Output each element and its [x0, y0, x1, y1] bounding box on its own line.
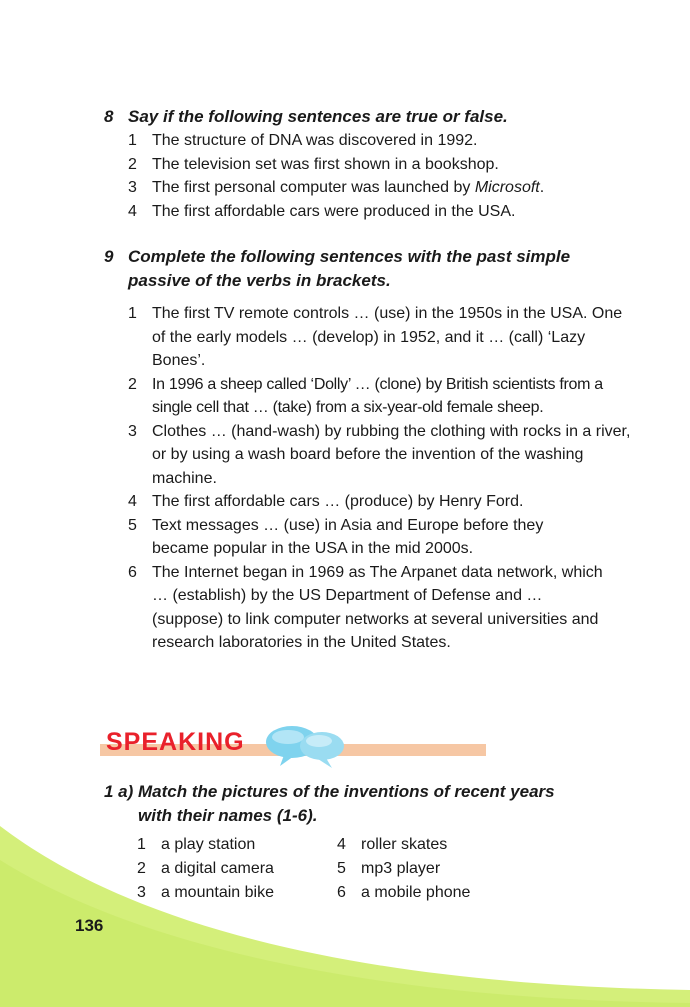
item-text: a mobile phone: [361, 884, 471, 901]
item-number: 3: [128, 422, 137, 440]
item-text: The television set was first shown in a bookshop.: [152, 155, 499, 173]
list-item: [128, 420, 634, 491]
list-item: [137, 881, 337, 905]
item-number: 4: [337, 836, 346, 853]
exercise-title: Complete the following sentences with the past simple passive of the verbs in brackets.: [128, 247, 571, 290]
list-item: [128, 153, 608, 177]
speaking-items: [137, 833, 537, 905]
item-text: a digital camera: [161, 860, 274, 877]
exercise-number: 8: [104, 107, 114, 126]
item-number: 1: [128, 132, 137, 149]
list-item: [128, 129, 608, 153]
item-number: 3: [128, 179, 137, 196]
list-item: [128, 176, 608, 200]
speaking-row: [137, 833, 537, 857]
list-item: [337, 857, 537, 881]
speaking-row: [137, 857, 537, 881]
exercise-8: [104, 105, 608, 223]
item-number: 6: [337, 884, 346, 901]
exercise-9-heading: [104, 245, 634, 293]
list-item: [128, 302, 634, 373]
item-number: 2: [137, 860, 146, 877]
speaking-row: [137, 881, 537, 905]
exercise-title: Say if the following sentences are true or false.: [128, 107, 508, 126]
item-text: Text messages … (use) in Asia and Europe before they became popular in the USA in the mid 2000s.: [152, 516, 544, 557]
exercise-9-list: [128, 302, 634, 655]
task-title: Match the pictures of the inventions of recent years with their names (1-6).: [138, 782, 555, 825]
exercise-number: 9: [104, 247, 114, 266]
exercise-8-list: [128, 129, 608, 223]
list-item: [337, 833, 537, 857]
list-item: [337, 881, 537, 905]
task-number: 1 a): [104, 782, 134, 801]
list-item: [128, 514, 634, 561]
item-number: 1: [137, 836, 146, 853]
speaking-task-heading: [104, 780, 578, 828]
item-text: The first affordable cars … (produce) by Henry Ford.: [152, 493, 524, 510]
speaking-heading: SPEAKING: [106, 728, 245, 756]
exercise-9: [104, 245, 634, 655]
item-text: The Internet began in 1969 as The Arpanet data network, which … (establish) by the US Department of Defense and … (suppose) to link computer networks at several universities and research laboratories in the United States.: [152, 563, 603, 651]
item-number: 2: [128, 375, 137, 393]
speech-bubbles-icon: [262, 722, 348, 772]
item-number: 3: [137, 884, 146, 901]
page-number: 136: [75, 916, 104, 935]
list-item: [128, 561, 634, 655]
item-text: The first affordable cars were produced in the USA.: [152, 202, 516, 220]
item-number: 5: [128, 516, 137, 534]
list-item: [137, 833, 337, 857]
item-text-part: The first personal computer was launched by: [152, 179, 475, 196]
item-number: 6: [128, 563, 137, 581]
item-number: 4: [128, 202, 137, 220]
item-text: roller skates: [361, 836, 448, 853]
item-number: 5: [337, 860, 346, 877]
item-text-italic: Microsoft: [474, 179, 540, 196]
list-item: [137, 857, 337, 881]
item-number: 2: [128, 155, 137, 173]
item-text: In 1996 a sheep called ‘Dolly’ … (clone) by British scientists from a single cell that … (take) from a six-year-old female sheep.: [152, 375, 603, 416]
list-item: [128, 200, 608, 224]
item-text: The first TV remote controls … (use) in the 1950s in the USA. One of the early models … (develop) in 1952, and it … (call) ‘Lazy Bones’.: [152, 305, 623, 369]
item-text: Clothes … (hand-wash) by rubbing the clothing with rocks in a river, or by using a wash board before the invention of the washing machine.: [152, 422, 631, 487]
item-text: [152, 176, 608, 200]
list-item: [128, 490, 634, 514]
item-number: 1: [128, 305, 137, 322]
item-text: a mountain bike: [161, 884, 274, 901]
item-text: a play station: [161, 836, 256, 853]
item-text: The structure of DNA was discovered in 1992.: [152, 132, 478, 149]
list-item: [128, 373, 634, 420]
exercise-8-heading: [104, 105, 608, 129]
item-text: mp3 player: [361, 860, 441, 877]
speaking-task: [104, 780, 578, 828]
item-text-part: .: [539, 179, 545, 196]
item-number: 4: [128, 493, 137, 510]
